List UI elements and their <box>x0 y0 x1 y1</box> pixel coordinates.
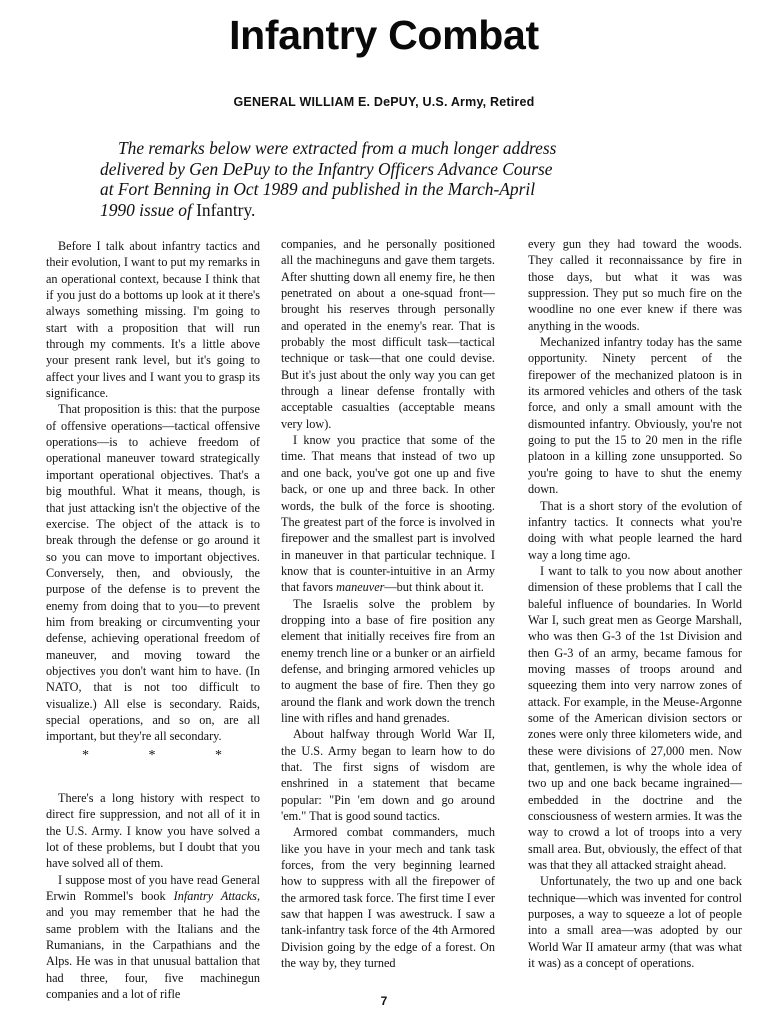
paragraph: companies, and he personally positioned all the machineguns and gave them targets. After shutting down all enemy fire, he then penetrated on about a one-squad front—brought his reserves through personally and operated in the enemy's rear. That is probably the most difficult task—tactical technique or task—that one could devise. But it's just about the only way you can get through a linear defense frontally with acceptable casualties (acceptable means very low). <box>281 237 495 431</box>
paragraph-text: I know you practice that some of the time. That means that instead of two up and one back, you've got one up and five back, or one up and three back. In other words, the bulk of the force is shooting. The greatest part of the force is involved in firepower and the smallest part is involved in maneuver in that particular technique. I know that is counter-intuitive in an Army that favors <box>281 433 495 595</box>
paragraph <box>46 872 260 1003</box>
page-number: 7 <box>380 994 388 1008</box>
paragraph: Armored combat commanders, much like you have in your mech and tank task forces, from the very beginning learned how to suppress with all the firepower of the armored task force. The first time I ever saw that happen I was awestruck. I saw a tank-infantry task force of the 4th Armored Division going by the edge of a forest. On the way by, they turned <box>281 825 495 971</box>
paragraph-text: I suppose most of you have read General Erwin Rommel's book <box>46 872 260 904</box>
article-intro <box>100 138 590 220</box>
paragraph: That proposition is this: that the purpose of offensive operations—tactical offensive operations—is to achieve freedom of operational maneuver toward strategically important operational objectives. That's a big mouthful. What it means, though, is that just attacking isn't the objective of the exercise. The object of the attack is to break through the defense or go around it so you can move to important objectives. Conversely, then, and obviously, the purpose of the defense is to prevent the enemy from doing that to you—to prevent him from breaking or circumventing your defense, achieving operational freedom of maneuver, and moving toward the objectives you don't want him to have. (In NATO, that is not too difficult to visualize.) All else is secondary. Raids, special operations, and so on, are all important, but they're all secondary. <box>46 402 260 744</box>
intro-line <box>100 200 590 221</box>
paragraph: every gun they had toward the woods. They called it reconnaissance by fire in those days, but what it was was suppression. They put so much fire on the woodline no one ever knew if there was anything in the woods. <box>528 237 742 333</box>
paragraph-text: —but think about it. <box>384 580 484 595</box>
intro-line: The remarks below were extracted from a much longer address <box>118 138 557 158</box>
section-separator: * * * <box>82 747 250 763</box>
author-byline: GENERAL WILLIAM E. DePUY, U.S. Army, Retired <box>233 95 535 109</box>
article-title: Infantry Combat <box>229 12 539 58</box>
text-column-2 <box>281 236 495 971</box>
paragraph-text: , and you may remember that he had the same problem with the Italians and the Rumanians, in the Carpathians and the Alps. He was in that unusual battalion that had three, four, five machinegun companies and a lot of rifle <box>46 889 260 1002</box>
text-column-3 <box>528 236 742 971</box>
paragraph: I want to talk to you now about another dimension of these problems that I call the baleful influence of boundaries. In World War I, such great men as George Marshall, who was then G-3 of the 1st Division and then G-3 of an army, became famous for moving masses of troops around and squeezing them into very narrow zones of attack. For example, in the Meuse-Argonne some of the American division sectors or zones were only three kilometers wide, and these were divisions of 27,000 men. Now that, gentlemen, is why the whole idea of two up and one back became ingrained—embedded in the doctrine and the consciousness of western armies. It was the way to crowd a lot of troops into a very small area. But, obviously, the effect of that was that they all attacked straight ahead. <box>528 563 742 873</box>
paragraph: The Israelis solve the problem by dropping into a base of fire position any element that initially receives fire from an enemy trench line or a bunker or an airfield defense, and bringing armored vehicles up to augment the base of fire. Then they go around the flank and work down the trench line with rifles and hand grenades. <box>281 596 495 725</box>
paragraph: Mechanized infantry today has the same opportunity. Ninety percent of the firepower of the mechanized platoon is in its armored vehicles and others of the task force, and only a small amount with the dismounted infantry. Obviously, you're not going to put the 15 to 20 men in the rifle platoon in a killing zone unsupported. So you're going to have to shut the enemy down. <box>528 335 742 497</box>
intro-last-italic: 1990 issue of <box>100 199 192 220</box>
publication-name: Infantry. <box>191 199 256 220</box>
paragraph <box>281 432 495 595</box>
paragraph: There's a long history with respect to direct fire suppression, and not all of it in the U.S. Army. I know you have solved a lot of these problems, but I doubt that you have solved all of them. <box>46 791 260 871</box>
intro-line: at Fort Benning in Oct 1989 and published in the March-April <box>100 179 536 200</box>
paragraph: Unfortunately, the two up and one back technique—which was invented for control purposes, a way to squeeze a lot of people into a small area—was adopted by our World War II amateur army (that was what it was) as a concept of operations. <box>528 874 742 971</box>
text-column-1 <box>46 238 260 1002</box>
intro-line: delivered by Gen DePuy to the Infantry Officers Advance Course <box>100 158 553 179</box>
emphasis-text: maneuver <box>336 580 385 595</box>
paragraph: About halfway through World War II, the U.S. Army began to learn how to do that. The first signs of wisdom are enshrined in a statement that became popular: "Pin 'em down and go around 'em." That is good sound tactics. <box>281 727 495 824</box>
paragraph: That is a short story of the evolution of infantry tactics. It connects what you're doing with what people learned the hard way a long time ago. <box>528 498 742 562</box>
book-title: Infantry Attacks <box>173 889 257 904</box>
paragraph: Before I talk about infantry tactics and their evolution, I want to put my remarks in an operational context, because I think that if you just do a bottoms up look at it there's always something missing. I'm going to start with a proposition that will run through my comments. It's a little above your present rank level, but it's going to affect your lives and I want you to grasp its significance. <box>46 239 260 401</box>
